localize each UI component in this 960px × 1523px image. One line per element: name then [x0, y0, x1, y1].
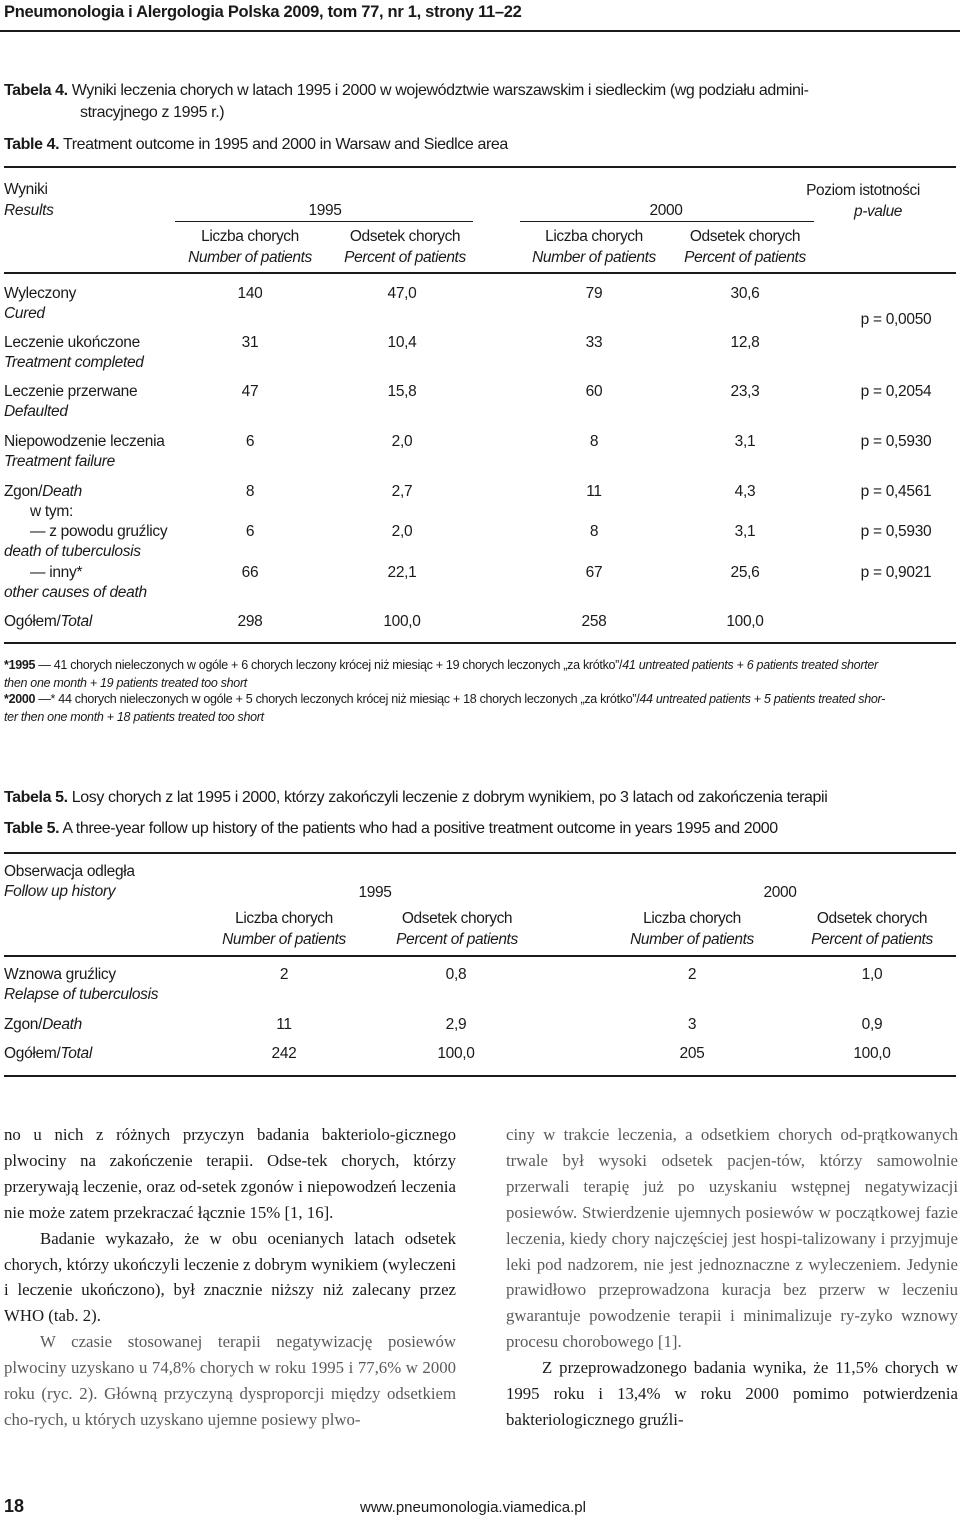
col-number-2000-pl: Liczba chorych	[643, 910, 741, 927]
row-label-pl-text: inny*	[49, 564, 83, 581]
cell-p1995: 2,7	[391, 483, 413, 500]
cell-pvalue: p = 0,2054	[860, 383, 932, 400]
cell-n2000: 79	[585, 285, 603, 302]
cell-p1995: 2,0	[391, 433, 413, 450]
cell-pvalue: p = 0,9021	[860, 564, 932, 581]
table-4-title-pl-cont: stracyjnego z 1995 r.)	[80, 104, 225, 121]
cell-p1995: 100,0	[383, 613, 421, 630]
body-paragraph: W czasie stosowanej terapii negatywizację posiewów plwociny uzyskano u 74,8% chorych w roku 1995 i 77,6% w 2000 roku (ryc. 2). Główną przyczyną dysproporcji między odsetkiem cho-rych, u których uzyskano ujemne posiewy plwo-	[4, 1332, 456, 1429]
cell-p1995: 15,8	[387, 383, 417, 400]
cell-p2000: 25,6	[730, 564, 760, 581]
table-4-caption-pl: Wyniki leczenia chorych w latach 1995 i 2000 w województwie warszawskim i siedleckim (wg podziału admini-	[67, 82, 809, 99]
footer-url[interactable]: www.pneumonologia.viamedica.pl	[360, 1499, 586, 1516]
cell-p2000: 4,3	[734, 483, 756, 500]
col-percent-2000-en: Percent of patients	[684, 249, 806, 266]
cell-p2000: 3,1	[734, 433, 756, 450]
cell-n1995: 31	[241, 334, 259, 351]
body-paragraph: Badanie wykazało, że w obu ocenianych latach odsetek chorych, którzy ukończyli leczenie z dobrym wynikiem (wyleczeni i leczenie ukończono), był znacznie niższy niż zalecany przez WHO (tab. 2).	[4, 1228, 456, 1326]
row-label-en: Defaulted	[4, 403, 68, 420]
col-percent-2000-en: Percent of patients	[811, 931, 933, 948]
col-percent-2000-pl: Odsetek chorych	[816, 910, 928, 927]
col-results-pl: Wyniki	[4, 181, 48, 198]
table-4-bottom-rule	[4, 642, 956, 644]
footnote-2-text-pl: —* 44 chorych nieleczonych w ogóle + 5 chorych leczonych krócej niż miesiąc + 18 chorych leczonych „za krótko”/	[35, 692, 640, 706]
table-5-title-en	[4, 818, 778, 840]
cell-n2000: 8	[589, 433, 599, 450]
table-5-caption-en: A three-year follow up history of the patients who had a positive treatment outcome in years 1995 and 2000	[59, 820, 778, 837]
cell-n1995: 66	[241, 564, 259, 581]
dash-symbol: —	[30, 523, 46, 540]
row-label-en: Treatment failure	[4, 453, 115, 470]
running-header: Pneumonologia i Alergologia Polska 2009, tom 77, nr 1, strony 11–22	[4, 3, 522, 21]
footnote-2-label: *2000	[4, 692, 36, 706]
cell-n1995: 140	[237, 285, 263, 302]
col-percent-1995-en: Percent of patients	[344, 249, 466, 266]
cell-p2000: 0,9	[861, 1016, 883, 1033]
body-paragraph: Z przeprowadzonego badania wynika, że 11,5% chorych w 1995 roku i 13,4% w roku 2000 pomimo potwierdzenia bakteriologicznego gruźli-	[506, 1358, 958, 1429]
cell-pvalue: p = 0,5930	[860, 433, 932, 450]
table-5-header-rule	[4, 955, 956, 957]
row-label-en: Total	[60, 1045, 93, 1062]
cell-p2000: 3,1	[734, 523, 756, 540]
col-percent-1995-pl: Odsetek chorych	[401, 910, 513, 927]
row-label	[4, 1015, 82, 1035]
cell-n1995: 242	[271, 1045, 297, 1062]
body-paragraph: no u nich z różnych przyczyn badania bakteriolo-gicznego plwociny na zakończenie terapii. Odse-tek chorych, którzy przerywają leczenie, oraz od-setek zgonów i niepowodzeń leczenia nie może zatem przekraczać łącznie 15% [1, 16].	[4, 1125, 456, 1222]
row-label	[4, 1044, 92, 1064]
cell-p2000: 1,0	[861, 966, 883, 983]
row-label-en: death of tuberculosis	[4, 543, 141, 560]
year-1995-header: 1995	[358, 884, 392, 901]
row-label-en: Cured	[4, 305, 45, 322]
row-label-en: Death	[42, 483, 83, 500]
cell-p1995: 100,0	[437, 1045, 475, 1062]
cell-n2000: 33	[585, 334, 603, 351]
cell-p2000: 100,0	[853, 1045, 891, 1062]
cell-n1995: 6	[245, 523, 255, 540]
table-4-caption-en: Treatment outcome in 1995 and 2000 in Warsaw and Siedlce area	[59, 136, 508, 153]
row-label-pl: Leczenie przerwane	[4, 383, 138, 400]
body-paragraph: ciny w trakcie leczenia, a odsetkiem chorych od-prątkowanych trwale był wysoki odsetek pacjen-tów, którzy samowolnie przerwali terapię już po uzyskaniu wstępnej negatywizacji posiewów. Stwierdzenie ujemnych posiewów w początkowej fazie leczenia, kiedy chory najczęściej jest hospi-talizowany i przyjmuje leki pod nadzorem, nie jest jednoznaczne z wyleczeniem. Jedynie prawidłowo przeprowadzona kuracja bez przerw w leczeniu gwarantuje powodzenie terapii i minimalizuje ry-zyko wznowy procesu chorobowego [1].	[506, 1125, 958, 1352]
row-label-en: Relapse of tuberculosis	[4, 986, 159, 1003]
table-4-header-rule	[4, 272, 956, 274]
body-left-column	[4, 1122, 456, 1433]
col-number-1995-pl: Liczba chorych	[201, 228, 299, 245]
cell-n1995: 6	[245, 433, 255, 450]
year-2000-header: 2000	[649, 202, 683, 219]
table-4-footnote-1	[4, 656, 954, 692]
table-5-bottom-rule	[4, 1075, 956, 1077]
table-4-label-en: Table 4.	[4, 136, 60, 153]
row-label-en: Treatment completed	[4, 354, 144, 371]
col-number-2000-en: Number of patients	[532, 249, 656, 266]
footnote-1-text-en-cont: then one month + 19 patients treated too short	[4, 676, 247, 690]
cell-p2000: 12,8	[730, 334, 760, 351]
row-label-pl: Wznowa gruźlicy	[4, 966, 116, 983]
row-label-pl: Zgon/	[4, 1016, 43, 1033]
cell-p2000: 23,3	[730, 383, 760, 400]
cell-n1995: 2	[279, 966, 289, 983]
cell-n2000: 3	[687, 1016, 697, 1033]
cell-p1995: 0,8	[445, 966, 467, 983]
year-2000-rule	[520, 221, 814, 222]
cell-n1995: 11	[276, 1016, 292, 1033]
col-percent-1995-en: Percent of patients	[396, 931, 518, 948]
row-label	[4, 482, 82, 502]
col-number-2000-pl: Liczba chorych	[545, 228, 643, 245]
cell-n2000: 60	[585, 383, 603, 400]
row-label-pl	[30, 563, 82, 583]
row-label-pl-text: z powodu gruźlicy	[49, 523, 168, 540]
table-4-label-pl: Tabela 4.	[4, 82, 68, 99]
row-label-pl: Ogółem/	[4, 613, 61, 630]
col-number-2000-en: Number of patients	[630, 931, 754, 948]
dash-symbol: —	[30, 564, 46, 581]
cell-pvalue: p = 0,5930	[860, 523, 932, 540]
cell-n2000: 8	[589, 523, 599, 540]
cell-p1995: 47,0	[387, 285, 417, 302]
col-percent-1995-pl: Odsetek chorych	[349, 228, 461, 245]
year-2000-header: 2000	[763, 884, 797, 901]
row-label-pl	[30, 522, 167, 542]
table-4-title-pl	[4, 80, 809, 102]
page-number: 18	[4, 1496, 25, 1516]
col-follow-en: Follow up history	[4, 883, 116, 900]
footnote-2-text-en-cont: ter then one month + 18 patients treated too short	[4, 710, 264, 724]
cell-n1995: 298	[237, 613, 263, 630]
header-rule	[0, 30, 960, 32]
footnote-2-text-en: 44 untreated patients + 5 patients treated shor-	[639, 692, 886, 706]
col-number-1995-en: Number of patients	[188, 249, 312, 266]
col-results-en: Results	[4, 202, 54, 219]
footnote-1-text-en: 41 untreated patients + 6 patients treated shorter	[622, 658, 878, 672]
row-label-pl: Zgon/	[4, 483, 43, 500]
table-4-top-rule	[4, 166, 956, 168]
cell-n2000: 67	[585, 564, 603, 581]
col-percent-2000-pl: Odsetek chorych	[689, 228, 801, 245]
col-pvalue-pl: Poziom istotności	[806, 182, 920, 199]
cell-p1995: 22,1	[387, 564, 417, 581]
cell-n2000: 258	[581, 613, 607, 630]
table-5-caption-pl: Losy chorych z lat 1995 i 2000, którzy zakończyli leczenie z dobrym wynikiem, po 3 latach od zakończenia terapii	[67, 789, 828, 806]
cell-pvalue-merged: p = 0,0050	[860, 311, 932, 328]
cell-n1995: 8	[245, 483, 255, 500]
cell-n1995: 47	[241, 383, 259, 400]
row-label	[4, 612, 92, 632]
cell-pvalue: p = 0,4561	[860, 483, 932, 500]
footnote-1-label: *1995	[4, 658, 36, 672]
row-label-pl: Ogółem/	[4, 1045, 61, 1062]
table-5-top-rule	[4, 852, 956, 854]
table-4-title-en	[4, 134, 508, 156]
table-5-title-pl	[4, 787, 827, 809]
cell-n2000: 11	[586, 483, 602, 500]
row-label-pl: Niepowodzenie leczenia	[4, 433, 165, 450]
col-follow-pl: Obserwacja odległa	[4, 863, 135, 880]
col-number-1995-pl: Liczba chorych	[235, 910, 333, 927]
cell-p1995: 10,4	[387, 334, 417, 351]
row-label-en: other causes of death	[4, 584, 147, 601]
year-1995-header: 1995	[308, 202, 342, 219]
cell-p2000: 30,6	[730, 285, 760, 302]
cell-p2000: 100,0	[726, 613, 764, 630]
col-pvalue-en: p-value	[853, 203, 903, 220]
body-right-column	[506, 1122, 958, 1433]
footnote-1-text-pl: — 41 chorych nieleczonych w ogóle + 6 chorych leczony krócej niż miesiąc + 19 chorych leczonych „za krótko”/	[35, 658, 623, 672]
table-5-label-en: Table 5.	[4, 820, 60, 837]
cell-n2000: 2	[687, 966, 697, 983]
cell-p1995: 2,9	[445, 1016, 467, 1033]
table-5-label-pl: Tabela 5.	[4, 789, 68, 806]
w-tym-label: w tym:	[30, 503, 73, 520]
row-label-en: Total	[60, 613, 93, 630]
table-4-footnote-2	[4, 690, 954, 726]
row-label-pl: Wyleczony	[4, 285, 77, 302]
col-number-1995-en: Number of patients	[222, 931, 346, 948]
row-label-pl: Leczenie ukończone	[4, 334, 140, 351]
row-label-en: Death	[42, 1016, 83, 1033]
year-1995-rule	[175, 221, 473, 222]
cell-n2000: 205	[679, 1045, 705, 1062]
cell-p1995: 2,0	[391, 523, 413, 540]
